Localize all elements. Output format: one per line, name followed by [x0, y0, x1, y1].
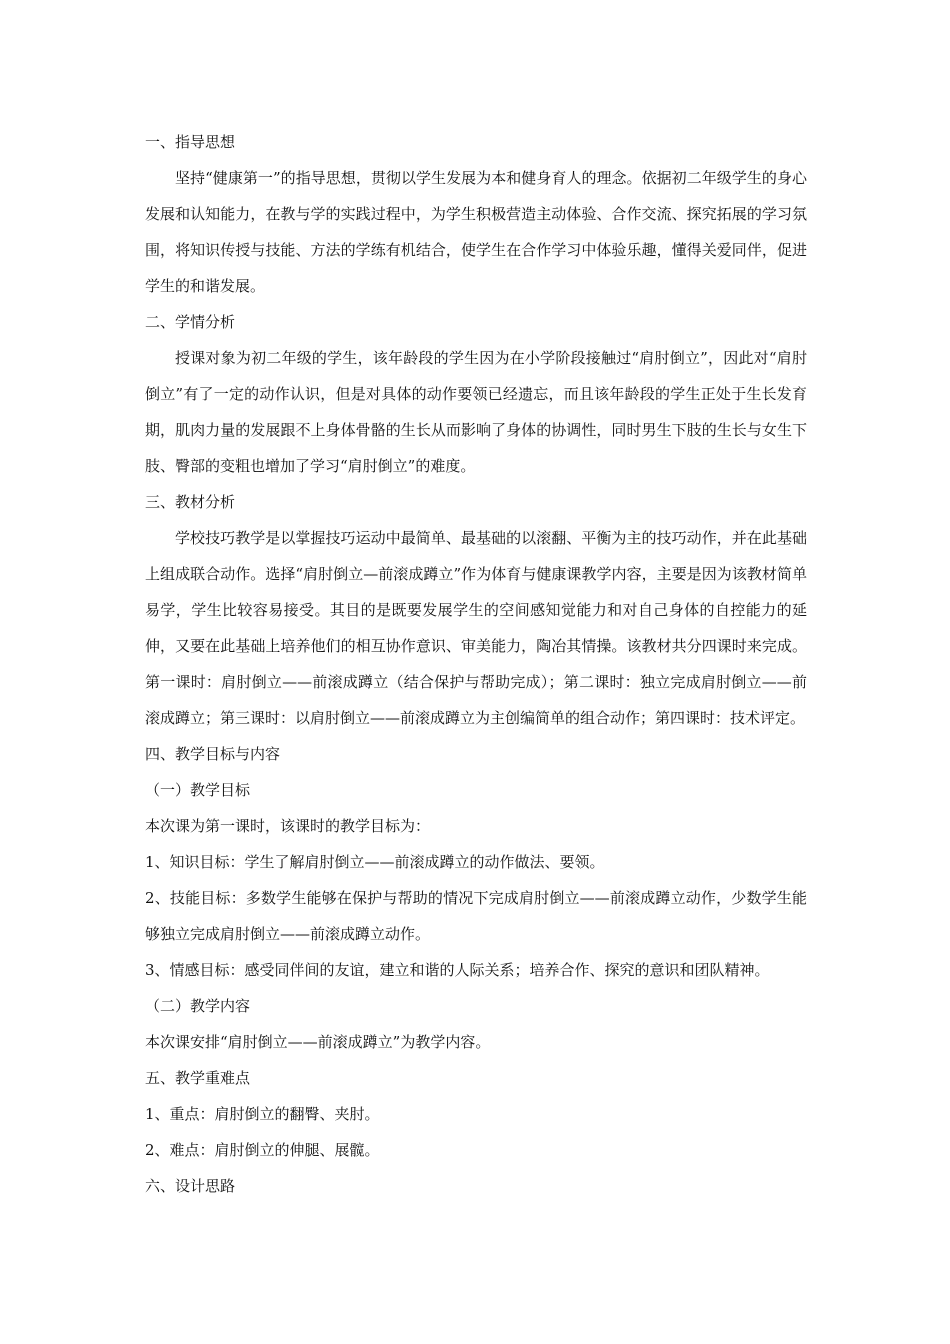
- section-heading-guiding-thought: 一、指导思想: [145, 133, 236, 151]
- section-heading-student-analysis: 二、学情分析: [145, 313, 236, 331]
- difficult-point: 2、难点：肩肘倒立的伸腿、展髋。: [145, 1141, 380, 1159]
- objective-emotion: 3、情感目标：感受同伴间的友谊，建立和谐的人际关系；培养合作、探究的意识和团队精神。: [145, 961, 770, 979]
- paragraph-student-analysis: 授课对象为初二年级的学生，该年龄段的学生因为在小学阶段接触过“肩肘倒立”，因此对“肩肘倒立”有了一定的动作认识，但是对具体的动作要领已经遗忘，而且该年龄段的学生正处于生长发育期，肌肉力量的发展跟不上身体骨骼的生长从而影响了身体的协调性，同时男生下肢的生长与女生下肢、臀部的变粗也增加了学习“肩肘倒立”的难度。: [145, 349, 807, 475]
- section-heading-key-points: 五、教学重难点: [145, 1069, 251, 1087]
- subheading-content: （二）教学内容: [145, 997, 251, 1015]
- objectives-intro: 本次课为第一课时，该课时的教学目标为：: [145, 817, 431, 835]
- section-heading-design-idea: 六、设计思路: [145, 1177, 236, 1195]
- section-heading-objectives-content: 四、教学目标与内容: [145, 745, 281, 763]
- paragraph-guiding-thought: 坚持“健康第一”的指导思想，贯彻以学生发展为本和健身育人的理念。依据初二年级学生的身心发展和认知能力，在教与学的实践过程中，为学生积极营造主动体验、合作交流、探究拓展的学习氛围，将知识传授与技能、方法的学练有机结合，使学生在合作学习中体验乐趣，懂得关爱同伴，促进学生的和谐发展。: [145, 169, 807, 295]
- objective-knowledge: 1、知识目标：学生了解肩肘倒立——前滚成蹲立的动作做法、要领。: [145, 853, 605, 871]
- section-heading-material-analysis: 三、教材分析: [145, 493, 236, 511]
- teaching-content: 本次课安排“肩肘倒立——前滚成蹲立”为教学内容。: [145, 1033, 491, 1051]
- key-point: 1、重点：肩肘倒立的翻臀、夹肘。: [145, 1105, 380, 1123]
- subheading-objectives: （一）教学目标: [145, 781, 251, 799]
- paragraph-material-analysis: 学校技巧教学是以掌握技巧运动中最简单、最基础的以滚翻、平衡为主的技巧动作，并在此基础上组成联合动作。选择“肩肘倒立—前滚成蹲立”作为体育与健康课教学内容，主要是因为该教材简单易学，学生比较容易接受。其目的是既要发展学生的空间感知觉能力和对自己身体的自控能力的延伸，又要在此基础上培养他们的相互协作意识、审美能力，陶冶其情操。该教材共分四课时来完成。第一课时：肩肘倒立——前滚成蹲立（结合保护与帮助完成）；第二课时：独立完成肩肘倒立——前滚成蹲立；第三课时：以肩肘倒立——前滚成蹲立为主创编简单的组合动作；第四课时：技术评定。: [145, 529, 807, 727]
- document-page: [145, 124, 807, 1204]
- objective-skill: 2、技能目标：多数学生能够在保护与帮助的情况下完成肩肘倒立——前滚成蹲立动作，少数学生能够独立完成肩肘倒立——前滚成蹲立动作。: [145, 889, 807, 943]
